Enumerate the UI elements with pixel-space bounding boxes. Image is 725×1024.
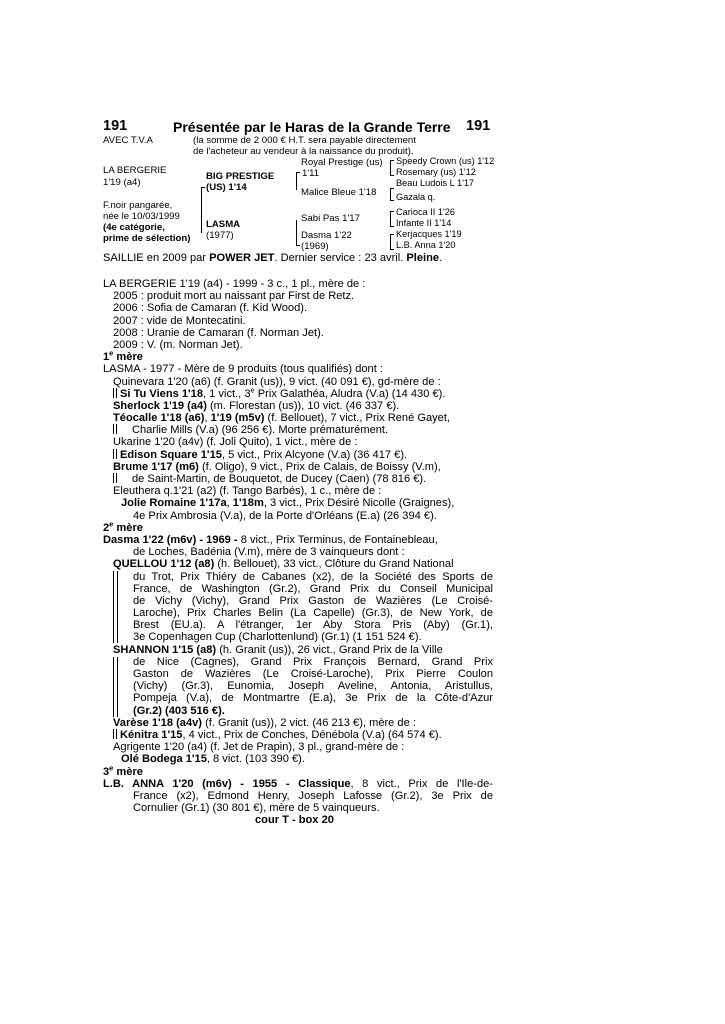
produce-ukarine: Ukarine 1'20 (a4v) (f. Joli Quito), 1 vict., mère de : <box>113 436 358 449</box>
produce-brume: Brume 1'17 (m6) (f. Oligo), 9 vict., Prix de Calais, de Boissy (V.m), <box>113 460 441 473</box>
second-dam-heading: 2e mère <box>103 519 143 534</box>
vat-note-line-1: (la somme de 2 000 € H.T. sera payable directement <box>193 135 416 146</box>
produce-shannon: SHANNON 1'15 (a8) (h. Granit (us)), 26 vict., Grand Prix de la Ville <box>113 643 443 656</box>
produce-edison: Edison Square 1'15, 5 vict., Prix Alcyone (V.a) (36 417 €). <box>103 449 493 461</box>
ancestor-g3: Beau Ludois L 1'17 <box>396 178 475 188</box>
produce-2009: 2009 : V. (m. Norman Jet). <box>113 338 243 351</box>
shannon-line-2: de Nice (Cagnes), Grand Prix François Bernard, Grand Prix <box>133 655 493 668</box>
ancestor-g1: Speedy Crown (us) 1'12 <box>396 156 495 166</box>
vat-label: AVEC T.V.A <box>103 135 153 146</box>
first-dam-intro: LASMA - 1977 - Mère de 9 produits (tous qualifiés) dont : <box>103 363 383 376</box>
ancestor-g4: Gazala q. <box>396 192 436 202</box>
produce-intro: LA BERGERIE 1'19 (a4) - 1999 - 3 c., 1 pl., mère de : <box>103 278 366 290</box>
produce-ole-bodega: Olé Bodega 1'15, 8 vict. (103 390 €). <box>121 753 305 766</box>
produce-quinevara: Quinevara 1'20 (a6) (f. Granit (us)), 9 vict. (40 091 €), gd-mère de : <box>113 375 441 388</box>
page-title: Présentée par le Haras de la Grande Terre <box>173 119 451 135</box>
pedigree-bracket-g56 <box>390 211 394 227</box>
pedigree-bracket-main <box>201 187 205 233</box>
sire-dam: Malice Bleue 1'18 <box>301 187 377 198</box>
produce-2005: 2005 : produit mort au naissant par First de Retz. <box>113 290 355 303</box>
quellou-line-5: Laroche), Prix Charles Belin (La Capelle) (Gr.3), de New York, de <box>133 607 493 620</box>
first-dam-heading: 1e mère <box>103 348 143 364</box>
horse-category-2: prime de sélection) <box>103 233 191 244</box>
ancestor-g6: Infante II 1'14 <box>396 218 452 228</box>
produce-jolie-romaine: Jolie Romaine 1'17a, 1'18m, 3 vict., Prix Désiré Nicolle (Graignes), <box>121 497 455 510</box>
dam-dam-year: (1969) <box>301 241 329 252</box>
produce-eleuthera: Eleuthera q.1'21 (a2) (f. Tango Barbés), 1 c., mère de : <box>113 485 382 498</box>
pedigree-notes <box>103 278 493 826</box>
dam-year: (1977) <box>206 230 234 241</box>
ancestor-g5: Carioca II 1'26 <box>396 207 455 217</box>
produce-jolie-romaine-cont: 4e Prix Ambrosia (V.a), de la Porte d'Orléans (E.a) (26 394 €). <box>133 509 437 522</box>
shannon-line-3: Gaston de Wazières (Le Croisé-Laroche), Prix Pierre Coulon <box>133 668 493 680</box>
produce-teocalle: Téocalle 1'18 (a6), 1'19 (m5v) (f. Bellouet), 7 vict., Prix René Gayet, <box>113 412 451 425</box>
produce-teocalle-cont: Charlie Mills (V.a) (96 256 €). Morte prématurément. <box>103 424 493 436</box>
pedigree-bracket-g78 <box>390 234 394 250</box>
dam-dam: Dasma 1'22 <box>301 230 352 241</box>
second-dam-intro: Dasma 1'22 (m6v) - 1969 - 8 vict., Prix Terminus, de Fontainebleau, <box>103 533 438 546</box>
shannon-line-6: (Gr.2) (403 516 €). <box>133 704 225 717</box>
pedigree-bracket-g34 <box>390 188 394 201</box>
produce-quellou: QUELLOU 1'12 (a8) (h. Bellouet), 33 vict., Clôture du Grand National <box>113 558 454 571</box>
produce-kenitra: Kénitra 1'15, 4 vict., Prix de Conches, Dénébola (V.a) (64 574 €). <box>103 729 493 741</box>
quellou-block <box>103 558 493 643</box>
quellou-line-6: Brest (EU.a). A l'étranger, 1er Aby Stora Pris (Aby) (Gr.1), <box>133 619 493 632</box>
horse-name: LA BERGERIE <box>103 165 167 176</box>
pedigree-bracket-g12 <box>390 160 394 176</box>
produce-2006: 2006 : Sofia de Camaran (f. Kid Wood). <box>113 302 308 315</box>
ancestor-g8: L.B. Anna 1'20 <box>396 240 456 250</box>
service-line: SAILLIE en 2009 par POWER JET. Dernier service : 23 avril. Pleine. <box>103 252 443 264</box>
third-dam-line-3: Cornulier (Gr.1) (30 801 €), mère de 5 vainqueurs. <box>133 802 380 815</box>
produce-varese: Varèse 1'18 (a4v) (f. Granit (us)), 2 vict. (46 213 €), mère de : <box>113 716 416 729</box>
sire-sire-record: 1'11 <box>302 168 320 179</box>
third-dam-intro: L.B. ANNA 1'20 (m6v) - 1955 - Classique, 8 vict., Prix de l'Ile-de- <box>103 777 493 790</box>
dam-sire: Sabi Pas 1'17 <box>301 213 360 224</box>
third-dam-heading: 3e mère <box>103 762 143 778</box>
service-status: Pleine <box>406 252 440 264</box>
quellou-line-2: du Trot, Prix Thiéry de Cabanes (x2), de la Société des Sports de <box>133 570 493 583</box>
lot-number-right: 191 <box>466 118 491 134</box>
third-dam-line-2: France (x2), Edmond Henry, Joseph Lafosse (Gr.2), 3e Prix de <box>133 789 493 802</box>
produce-si-tu-viens: Si Tu Viens 1'18, 1 vict., 3e Prix Galathéa, Aludra (V.a) (14 430 €). <box>103 388 493 400</box>
quellou-line-7: 3e Copenhagen Cup (Charlottenlund) (Gr.1) (1 151 524 €). <box>133 631 422 644</box>
produce-sherlock: Sherlock 1'19 (a4) (m. Florestan (us)), 10 vict. (46 337 €). <box>113 399 400 412</box>
second-dam-intro-cont: de Loches, Badénia (V.m), mère de 3 vainqueurs dont : <box>133 546 405 559</box>
produce-2008: 2008 : Uranie de Camaran (f. Norman Jet). <box>113 326 324 339</box>
footer-location: cour T - box 20 <box>255 814 334 827</box>
produce-brume-cont: de Saint-Martin, de Bouquetot, de Ducey (Caen) (78 816 €). <box>103 473 493 485</box>
quellou-line-4: de Vichy (Vichy), Grand Prix Gaston de Wazières (Le Croisé- <box>133 594 493 607</box>
produce-2007: 2007 : vide de Montecatini. <box>113 314 246 327</box>
horse-description-2: née le 10/03/1999 <box>103 211 180 222</box>
sire-record: (US) 1'14 <box>206 182 247 193</box>
sire-name: BIG PRESTIGE <box>206 171 275 182</box>
shannon-block <box>103 644 493 717</box>
shannon-line-4: (Vichy) (Gr.3), Eunomia, Joseph Aveline, Antonia, Aristullus, <box>133 680 493 693</box>
horse-description-1: F.noir pangarée, <box>103 200 173 211</box>
produce-agrigente: Agrigente 1'20 (a4) (f. Jet de Prapin), 3 pl., grand-mère de : <box>113 741 405 754</box>
vat-note-line-2: de l'acheteur au vendeur à la naissance du produit). <box>193 146 414 157</box>
service-stallion: POWER JET <box>209 252 275 264</box>
ancestor-g2: Rosemary (us) 1'12 <box>396 167 476 177</box>
quellou-line-3: France, de Washington (Gr.2), Grand Prix du Conseil Municipal <box>133 582 493 595</box>
lot-number-left: 191 <box>103 118 128 134</box>
pedigree-bracket-sire <box>296 172 300 190</box>
sire-sire: Royal Prestige (us) <box>301 157 383 168</box>
horse-category-1: (4e catégorie, <box>103 222 165 233</box>
horse-record: 1'19 (a4) <box>103 177 141 188</box>
pedigree-bracket-dam <box>296 220 300 246</box>
ancestor-g7: Kerjacques 1'19 <box>396 229 462 239</box>
dam-name: LASMA <box>206 219 241 230</box>
shannon-line-5: Pompeja (V.a), de Montmartre (E.a), 3e Prix de la Côte-d'Azur <box>133 692 493 705</box>
